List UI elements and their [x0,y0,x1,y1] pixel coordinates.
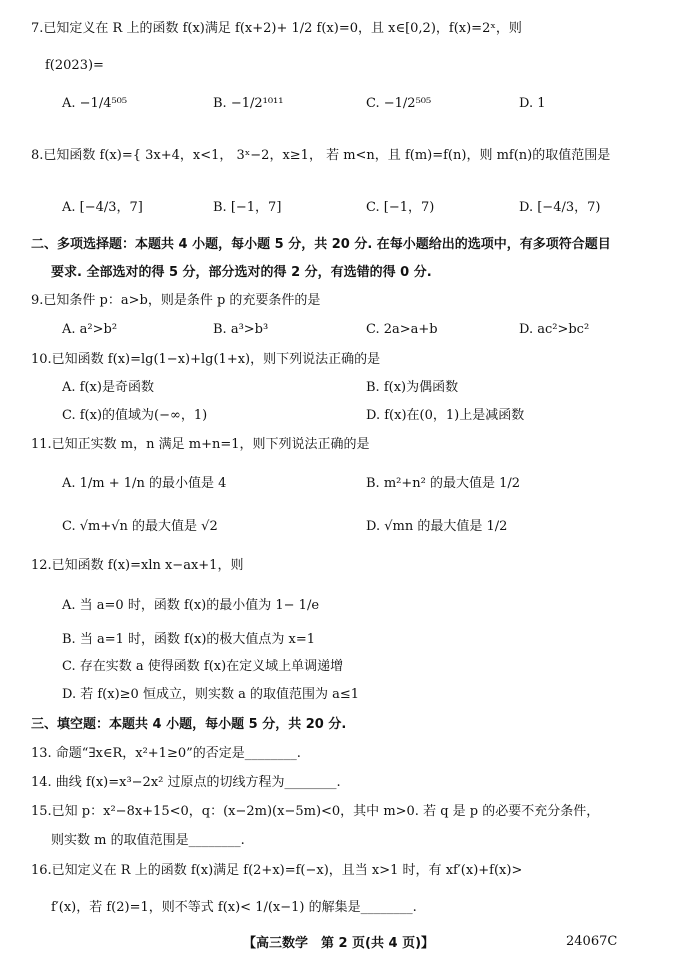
q8-option-d: D. [−4/3，7) [519,200,601,215]
q12-option-d: D. 若 f(x)≥0 恒成立，则实数 a 的取值范围为 a≤1 [62,687,360,702]
q15-line-1: 15.已知 p：x²−8x+15<0，q：(x−2m)(x−5m)<0，其中 m>0. 若 q 是 p 的必要不充分条件， [31,804,600,819]
q7-option-b: B. −1/2¹⁰¹¹ [213,96,284,111]
q7-option-a: A. −1/4⁵⁰⁵ [62,96,128,111]
q9-option-d: D. ac²>bc² [519,322,590,337]
section-2-heading: 二、多项选择题：本题共 4 小题，每小题 5 分，共 20 分. 在每小题给出的选项中，有多项符合题目 [31,237,611,252]
q7-option-c: C. −1/2⁵⁰⁵ [366,96,432,111]
q9-option-b: B. a³>b³ [213,322,269,337]
q15-line-2: 则实数 m 的取值范围是________. [51,833,245,848]
q10-option-d: D. f(x)在(0，1)上是减函数 [366,408,525,423]
q7-stem-2: f(2023)= [45,58,104,73]
q9-stem: 9.已知条件 p：a>b，则是条件 p 的充要条件的是 [31,293,321,308]
q8-option-b: B. [−1，7] [213,200,282,215]
q12-option-c: C. 存在实数 a 使得函数 f(x)在定义域上单调递增 [62,659,344,674]
q8-option-c: C. [−1，7) [366,200,435,215]
q12-option-a: A. 当 a=0 时，函数 f(x)的最小值为 1− 1/e [62,598,320,613]
q16-line-2: f′(x)，若 f(2)=1，则不等式 f(x)< 1/(x−1) 的解集是________. [51,900,417,915]
q16-line-1: 16.已知定义在 R 上的函数 f(x)满足 f(2+x)=f(−x)，且当 x>1 时，有 xf′(x)+f(x)> [31,863,523,878]
q11-option-b: B. m²+n² 的最大值是 1/2 [366,476,521,491]
section-3-heading: 三、填空题：本题共 4 小题，每小题 5 分，共 20 分. [31,717,347,732]
q11-option-a: A. 1/m + 1/n 的最小值是 4 [62,476,227,491]
q10-option-c: C. f(x)的值域为(−∞，1) [62,408,208,423]
q7-stem: 7.已知定义在 R 上的函数 f(x)满足 f(x+2)+ 1/2 f(x)=0，且 x∈[0,2)，f(x)=2ˣ，则 [31,21,522,36]
section-2-heading-2: 要求. 全部选对的得 5 分，部分选对的得 2 分，有选错的得 0 分. [51,265,432,280]
q7-option-d: D. 1 [519,96,546,111]
paper-code: 24067C [566,934,618,949]
q12-stem: 12.已知函数 f(x)=xln x−ax+1，则 [31,558,244,573]
q8-stem: 8.已知函数 f(x)={ 3x+4，x<1， 3ˣ−2，x≥1， 若 m<n，且 f(m)=f(n)，则 mf(n)的取值范围是 [31,148,611,163]
q11-option-c: C. √m+√n 的最大值是 √2 [62,519,218,534]
q11-option-d: D. √mn 的最大值是 1/2 [366,519,508,534]
q13: 13. 命题“∃x∈R，x²+1≥0”的否定是________. [31,746,301,761]
q10-option-b: B. f(x)为偶函数 [366,380,459,395]
page-footer: 【高三数学 第 2 页(共 4 页)】 [242,936,435,951]
q9-option-a: A. a²>b² [62,322,118,337]
q8-option-a: A. [−4/3，7] [62,200,143,215]
q10-option-a: A. f(x)是奇函数 [62,380,154,395]
q10-stem: 10.已知函数 f(x)=lg(1−x)+lg(1+x)，则下列说法正确的是 [31,352,381,367]
q11-stem: 11.已知正实数 m，n 满足 m+n=1，则下列说法正确的是 [31,437,370,452]
q9-option-c: C. 2a>a+b [366,322,438,337]
q12-option-b: B. 当 a=1 时，函数 f(x)的极大值点为 x=1 [62,632,316,647]
q14: 14. 曲线 f(x)=x³−2x² 过原点的切线方程为________. [31,775,341,790]
